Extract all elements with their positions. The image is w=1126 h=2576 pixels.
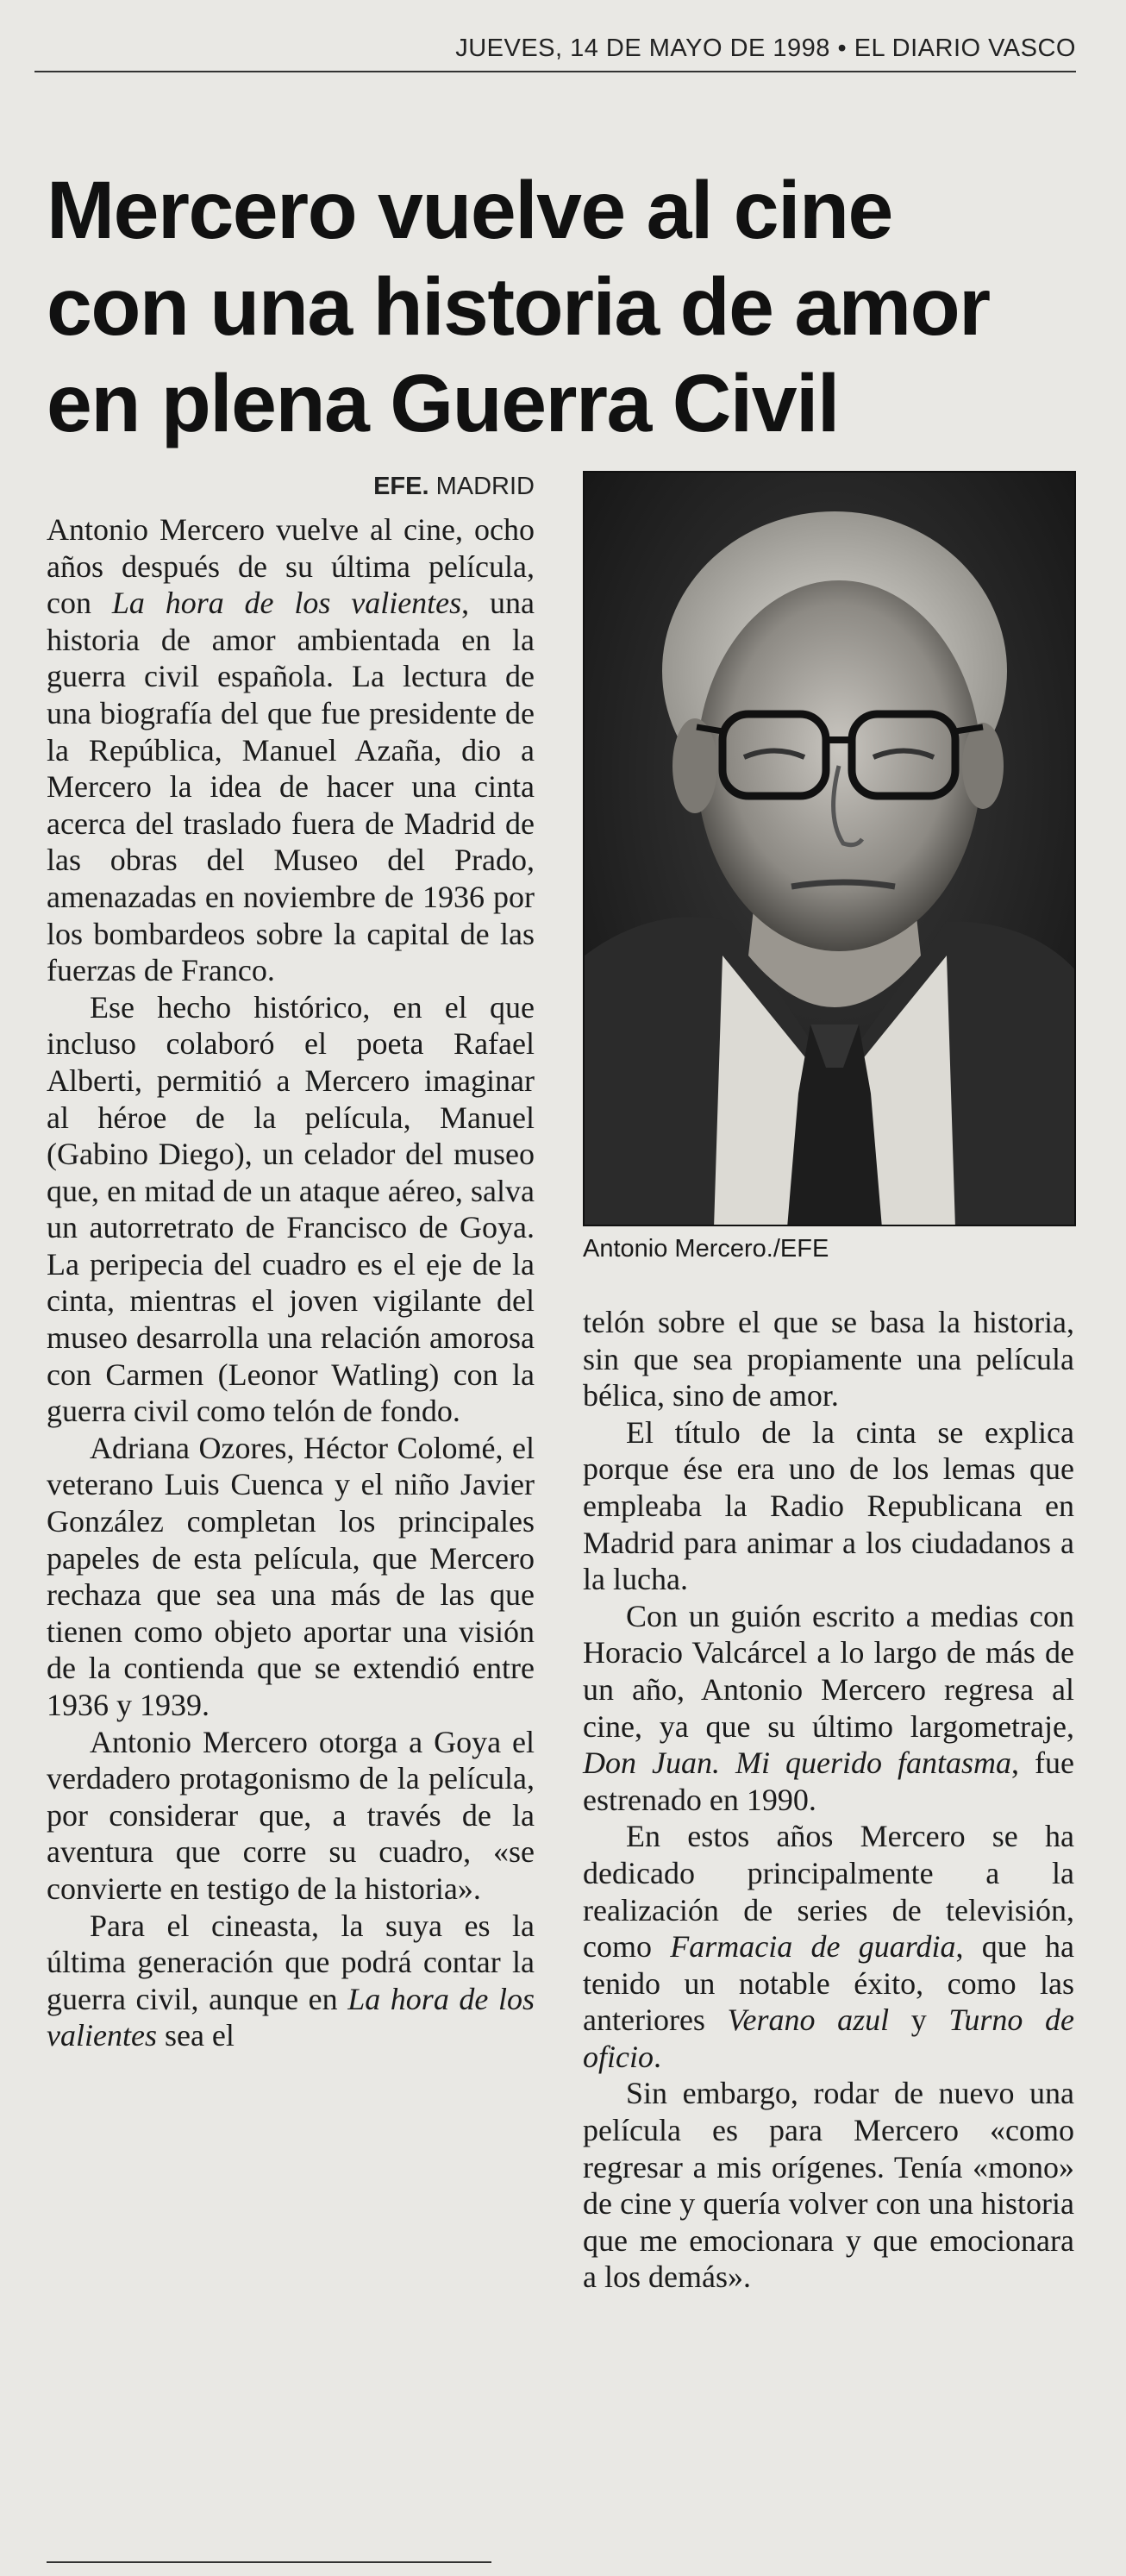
headline-line-3: en plena Guerra Civil <box>47 358 839 449</box>
city: MADRID <box>435 473 535 500</box>
paragraph-4: Antonio Mercero otorga a Goya el verdadero protagonismo de la película, por considerar que, a través de la aventura que corre su cuadro, «se convierte en testigo de la historia». <box>47 1724 535 1906</box>
portrait-image <box>585 473 1076 1226</box>
photo-caption: Antonio Mercero./EFE <box>583 1235 829 1263</box>
paragraph-5-continued: telón sobre el que se basa la historia, sin que sea propiamente una película bélica, sino de amor. <box>583 1305 1074 1413</box>
headline-line-2: con una historia de amor <box>47 261 990 353</box>
paragraph-8: En estos años Mercero se ha dedicado principalmente a la realización de series de televisión, como Farmacia de guardia, que ha tenido un notable éxito, como las anteriores Verano azul y Turno de oficio. <box>583 1819 1075 2074</box>
footer-rule <box>47 2561 491 2563</box>
page-header <box>34 31 1076 72</box>
paragraph-2: Ese hecho histórico, en el que incluso colaboró el poeta Rafael Alberti, permitió a Mercero imaginar al héroe de la película, Manuel (Gabino Diego), un celador del museo que, en mitad de un ataque aéreo, salva un autorretrato de Francisco de Goya. La peripecia del cuadro es el eje de la cinta, mientras el joven vigilante del museo desarrolla una relación amorosa con Carmen (Leonor Watling) con la guerra civil como telón de fondo. <box>47 989 535 1429</box>
headline-line-1: Mercero vuelve al cine <box>47 165 892 256</box>
paragraph-7: Con un guión escrito a medias con Horacio Valcárcel a lo largo de más de un año, Antonio Mercero regresa al cine, ya que su último largometraje, Don Juan. Mi querido fantasma, fue estrenado en 1990. <box>583 1598 1075 1817</box>
paragraph-9: Sin embargo, rodar de nuevo una película es para Mercero «como regresar a mis orígenes. Tenía «mono» de cine y quería volver con una historia que me emocionara y que emocionara a los demás». <box>583 2076 1074 2295</box>
paragraph-1: Antonio Mercero vuelve al cine, ocho años después de su última película, con La hora de los valientes, una historia de amor ambientada en la guerra civil española. La lectura de una biografía del que fue presidente de la República, Manuel Azaña, dio a Mercero la idea de hacer una cinta acerca del traslado fuera de Madrid de las obras del Museo del Prado, amenazadas en noviembre de 1936 por los bombardeos sobre la capital de las fuerzas de Franco. <box>47 512 535 988</box>
paragraph-6: El título de la cinta se explica porque ése era uno de los lemas que empleaba la Radio Republicana en Madrid para animar a los ciudadanos a la lucha. <box>583 1414 1074 1597</box>
paragraph-3: Adriana Ozores, Héctor Colomé, el veterano Luis Cuenca y el niño Javier González completan los principales papeles de esta película, que Mercero rechaza que sea una más de las que tienen como objeto aportar una visión de la contienda que se extendió entre 1936 y 1939. <box>47 1430 535 1722</box>
paragraph-5: Para el cineasta, la suya es la última generación que podrá contar la guerra civil, aunque en La hora de los valientes sea el <box>47 1908 535 2053</box>
dateline: JUEVES, 14 DE MAYO DE 1998 • EL DIARIO VASCO <box>455 34 1076 62</box>
portrait-photo <box>583 471 1076 1226</box>
agency: EFE. <box>373 473 429 500</box>
headline <box>47 162 1081 452</box>
article-column-2 <box>583 1304 1074 2296</box>
byline <box>47 473 535 501</box>
article-column-1 <box>47 511 535 2054</box>
